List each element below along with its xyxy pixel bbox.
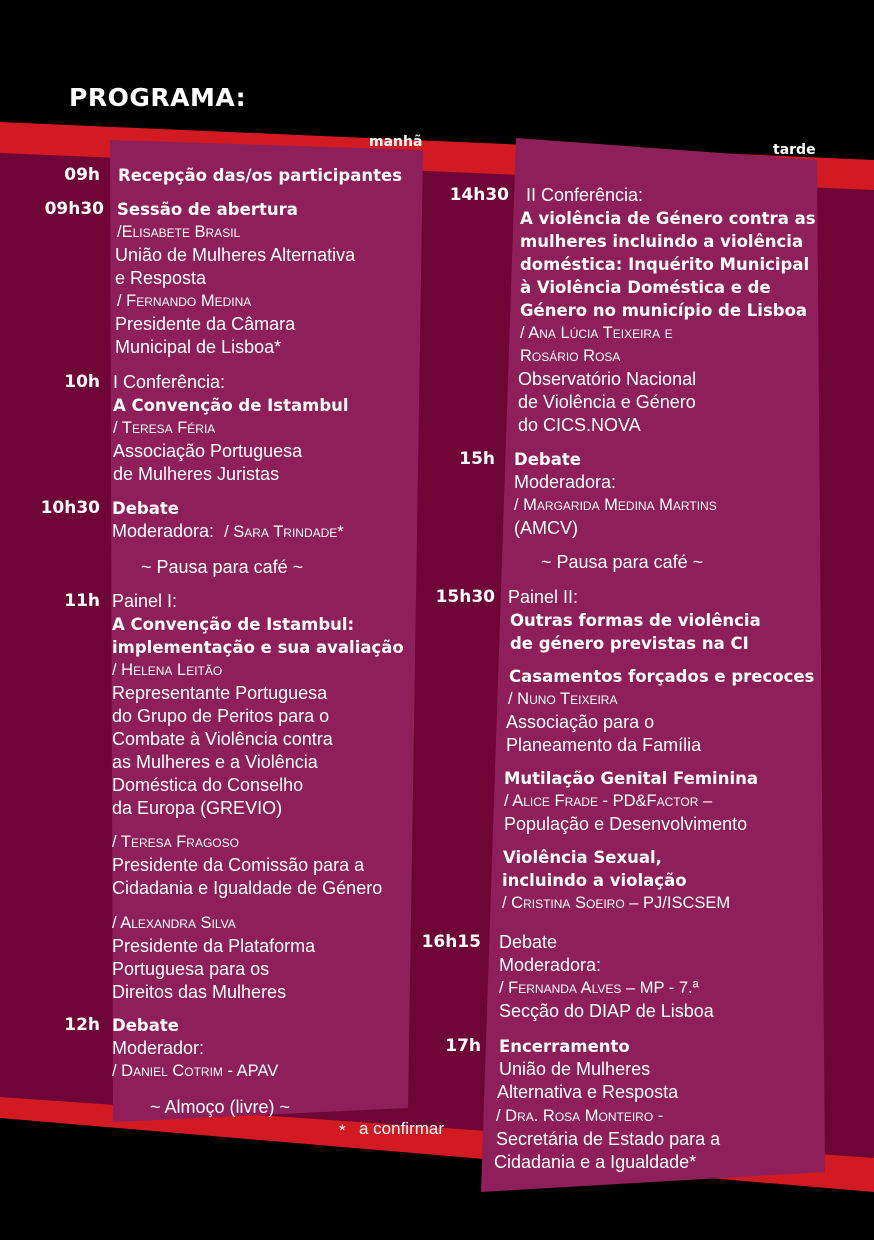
speaker-name: /Elisabete Brasil <box>117 223 241 241</box>
footnote-asterisk: * <box>339 1121 346 1140</box>
footnote-text: a confirmar <box>359 1119 445 1138</box>
speaker-affiliation: Presidente da Câmara <box>115 314 296 334</box>
session-conference-2 <box>520 184 816 437</box>
speaker-affiliation: de Mulheres Juristas <box>113 464 280 484</box>
session-debate-2 <box>112 1014 278 1083</box>
session-label: II Conferência: <box>526 185 644 205</box>
subsession-title: Mutilação Genital Feminina <box>504 769 758 788</box>
speaker-affiliation: e Resposta <box>115 268 207 288</box>
moderator-affiliation: Secção do DIAP de Lisboa <box>499 1001 714 1021</box>
session-title: Debate <box>112 499 179 518</box>
speaker-affiliation: as Mulheres e a Violência <box>112 752 318 772</box>
session-title: mulheres incluindo a violência <box>520 232 804 251</box>
speaker-affiliation: Representante Portuguesa <box>112 683 328 703</box>
coffee-break-morning: ~ Pausa para café ~ <box>141 557 304 577</box>
speaker-affiliation: Observatório Nacional <box>518 369 697 389</box>
session-opening <box>117 198 355 359</box>
moderator-name: / Sara Trindade* <box>224 523 344 541</box>
moderator-label: Moderadora: <box>112 521 225 541</box>
speaker-affiliation: Presidente da Plataforma <box>112 936 316 956</box>
speaker-affiliation: Portuguesa para os <box>112 959 270 979</box>
session-title: A violência de Género contra as <box>520 209 816 228</box>
session-debate-1 <box>112 497 344 544</box>
speaker-name <box>496 1104 720 1128</box>
speaker-affiliation: Presidente da Comissão para a <box>112 855 365 875</box>
session-title: à Violência Doméstica e de <box>520 278 771 297</box>
session-title: Debate <box>499 932 558 952</box>
time-1500: 15h <box>459 449 495 469</box>
speaker-name: / Teresa Féria <box>113 419 216 437</box>
speaker-affiliation: União de Mulheres Alternativa <box>115 245 356 265</box>
subsession-title: Casamentos forçados e precoces <box>509 667 815 686</box>
speaker-affiliation: Direitos das Mulheres <box>112 982 287 1002</box>
page-title: PROGRAMA: <box>69 83 247 112</box>
speaker-name: / Fernando Medina <box>117 292 252 310</box>
time-1200: 12h <box>64 1015 100 1035</box>
session-conference-1 <box>113 371 349 486</box>
session-title: de género previstas na CI <box>510 634 749 653</box>
moderator-line <box>112 520 344 544</box>
speaker-affiliation: do Grupo de Peritos para o <box>112 706 330 726</box>
speaker-affiliation: Cidadania e Igualdade de Género <box>112 878 383 898</box>
moderator-label: Moderadora: <box>499 955 602 975</box>
speaker-name: / Helena Leitão <box>112 661 223 679</box>
session-label: I Conferência: <box>113 372 226 392</box>
speaker-affiliation: de Violência e Género <box>518 392 696 412</box>
moderator-name: / Margarida Medina Martins <box>514 496 717 514</box>
speaker-affiliation: Alternativa e Resposta <box>497 1082 679 1102</box>
session-reception <box>118 164 402 187</box>
session-title: Sessão de abertura <box>117 200 298 219</box>
time-1030: 10h30 <box>40 498 100 518</box>
speaker-affiliation: Associação Portuguesa <box>113 441 303 461</box>
time-0900: 09h <box>64 165 100 185</box>
session-label: Painel I: <box>112 591 178 611</box>
speaker-affiliation: Planeamento da Família <box>506 735 702 755</box>
session-title: Debate <box>514 450 581 469</box>
speaker-affiliation: Municipal de Lisboa* <box>115 337 282 357</box>
speaker-name-text: / Dra. Rosa Monteiro - <box>496 1107 664 1125</box>
speaker-name: / Cristina Soeiro – PJ/ISCSEM <box>502 894 731 912</box>
speaker-affiliation: População e Desenvolvimento <box>504 814 748 834</box>
session-panel-1 <box>112 590 404 1004</box>
speaker-affiliation: Cidadania e a Igualdade* <box>494 1152 697 1172</box>
subsession-title: Violência Sexual, <box>503 848 662 867</box>
speaker-name: / Alexandra Silva <box>112 914 236 932</box>
time-1700: 17h <box>445 1036 481 1056</box>
time-1530: 15h30 <box>435 587 495 607</box>
coffee-break-afternoon: ~ Pausa para café ~ <box>541 552 704 572</box>
session-title: Encerramento <box>499 1037 630 1056</box>
moderator-name: / Fernanda Alves – MP - 7.ª <box>499 979 699 997</box>
speaker-affiliation: do CICS.NOVA <box>518 415 641 435</box>
speaker-name: / Ana Lúcia Teixeira e <box>520 324 673 342</box>
session-label: Painel II: <box>508 587 579 607</box>
time-1000: 10h <box>64 372 100 392</box>
time-1430: 14h30 <box>449 185 509 205</box>
session-debate-4 <box>499 931 714 1023</box>
session-title: Recepção das/os participantes <box>118 166 403 185</box>
morning-label: manhã <box>369 134 423 150</box>
speaker-name: / Alice Frade - PD&Factor – <box>504 792 713 810</box>
session-title: doméstica: Inquérito Municipal <box>520 255 810 274</box>
time-0930: 09h30 <box>44 199 104 219</box>
session-title: Género no município de Lisboa <box>520 301 808 320</box>
speaker-affiliation: Doméstica do Conselho <box>112 775 304 795</box>
session-title: Debate <box>112 1016 179 1035</box>
speaker-affiliation: da Europa (GREVIO) <box>112 798 283 818</box>
session-closing <box>494 1035 721 1174</box>
speaker-affiliation: Secretária de Estado para a <box>496 1129 721 1149</box>
time-1615: 16h15 <box>421 932 481 952</box>
moderator-label: Moderador: <box>112 1038 205 1058</box>
session-title: Outras formas de violência <box>510 611 761 630</box>
afternoon-label: tarde <box>773 142 816 158</box>
time-1100: 11h <box>64 591 100 611</box>
moderator-label: Moderadora: <box>514 472 617 492</box>
speaker-affiliation: Associação para o <box>506 712 655 732</box>
moderator-affiliation: (AMCV) <box>514 518 578 538</box>
speaker-name: / Teresa Fragoso <box>112 833 239 851</box>
speaker-affiliation: União de Mulheres <box>499 1059 651 1079</box>
speaker-affiliation: Combate à Violência contra <box>112 729 333 749</box>
subsession-title: incluindo a violação <box>502 871 687 890</box>
speaker-name: / Nuno Teixeira <box>508 690 618 708</box>
speaker-name: Rosário Rosa <box>520 347 621 365</box>
session-title: A Convenção de Istambul: <box>112 615 355 634</box>
session-title: implementação e sua avaliação <box>112 638 404 657</box>
session-title: A Convenção de Istambul <box>113 396 349 415</box>
session-debate-3 <box>514 448 717 540</box>
moderator-name: / Daniel Cotrim - APAV <box>112 1062 279 1080</box>
session-panel-2 <box>502 586 815 915</box>
lunch-break: ~ Almoço (livre) ~ <box>150 1097 291 1117</box>
